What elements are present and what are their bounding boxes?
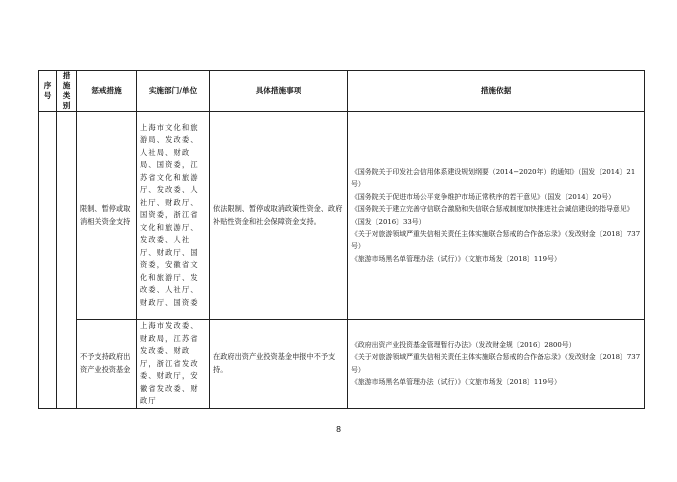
measure-cell: 限制、暂停或取消相关资金支持: [77, 112, 137, 320]
basis-item: 《旅游市场黑名单管理办法（试行）》（文旅市场发〔2018〕119号）: [351, 254, 561, 263]
page-number: 8: [335, 425, 342, 434]
measure-cell: 不予支持政府出资产业投资基金: [77, 320, 137, 409]
header-seq: 序号: [39, 71, 57, 112]
category-cell: [57, 112, 77, 409]
table-row: [39, 320, 645, 409]
basis-item: 《国务院关于印发社会信用体系建设规划纲要（2014−2020年）的通知》（国发〔2014〕21号）: [351, 167, 636, 189]
header-dept: 实施部门/单位: [137, 71, 210, 112]
basis-cell: [348, 112, 645, 320]
detail-cell: 在政府出资产业投资基金申报中不予支持。: [210, 320, 348, 409]
dept-cell: 上海市发改委、财政局，江苏省发改委、财政厅，浙江省发改委、财政厅，安徽省发改委、财政厅: [137, 320, 210, 409]
table-header-row: [39, 71, 645, 112]
table-row: [39, 112, 645, 320]
basis-cell: [348, 320, 645, 409]
dept-cell: 上海市文化和旅游局、发改委、人社局、财政局、国资委，江苏省文化和旅游厅、发改委、人社厅、财政厅、国资委，浙江省文化和旅游厅、发改委、人社厅、财政厅、国资委，安徽省文化和旅游厅、发改委、人社厅、财政厅、国资委: [137, 112, 210, 320]
detail-cell: 依法限制、暂停或取消政策性资金、政府补贴性资金和社会保障资金支持。: [210, 112, 348, 320]
seq-cell: [39, 112, 57, 409]
header-detail: 具体措施事项: [210, 71, 348, 112]
header-category: 措施类别: [57, 71, 77, 112]
basis-item: 《关于对旅游领域严重失信相关责任主体实施联合惩戒的合作备忘录》（发改财金〔2018〕737号）: [351, 353, 641, 374]
measures-table: [38, 70, 645, 409]
basis-item: 《国务院关于建立完善守信联合激励和失信联合惩戒制度加快推进社会诚信建设的指导意见》（国发〔2016〕33号）: [351, 205, 634, 226]
header-basis: 措施依据: [348, 71, 645, 112]
basis-item: 《政府出资产业投资基金管理暂行办法》（发改财金规〔2016〕2800号）: [351, 340, 576, 349]
basis-item: 《旅游市场黑名单管理办法（试行）》（文旅市场发〔2018〕119号）: [351, 378, 561, 387]
header-measure: 惩戒措施: [77, 71, 137, 112]
basis-item: 《国务院关于促进市场公平竞争维护市场正常秩序的若干意见》（国发〔2014〕20号）: [351, 192, 616, 201]
basis-item: 《关于对旅游领域严重失信相关责任主体实施联合惩戒的合作备忘录》（发改财金〔2018〕737号）: [351, 229, 641, 251]
